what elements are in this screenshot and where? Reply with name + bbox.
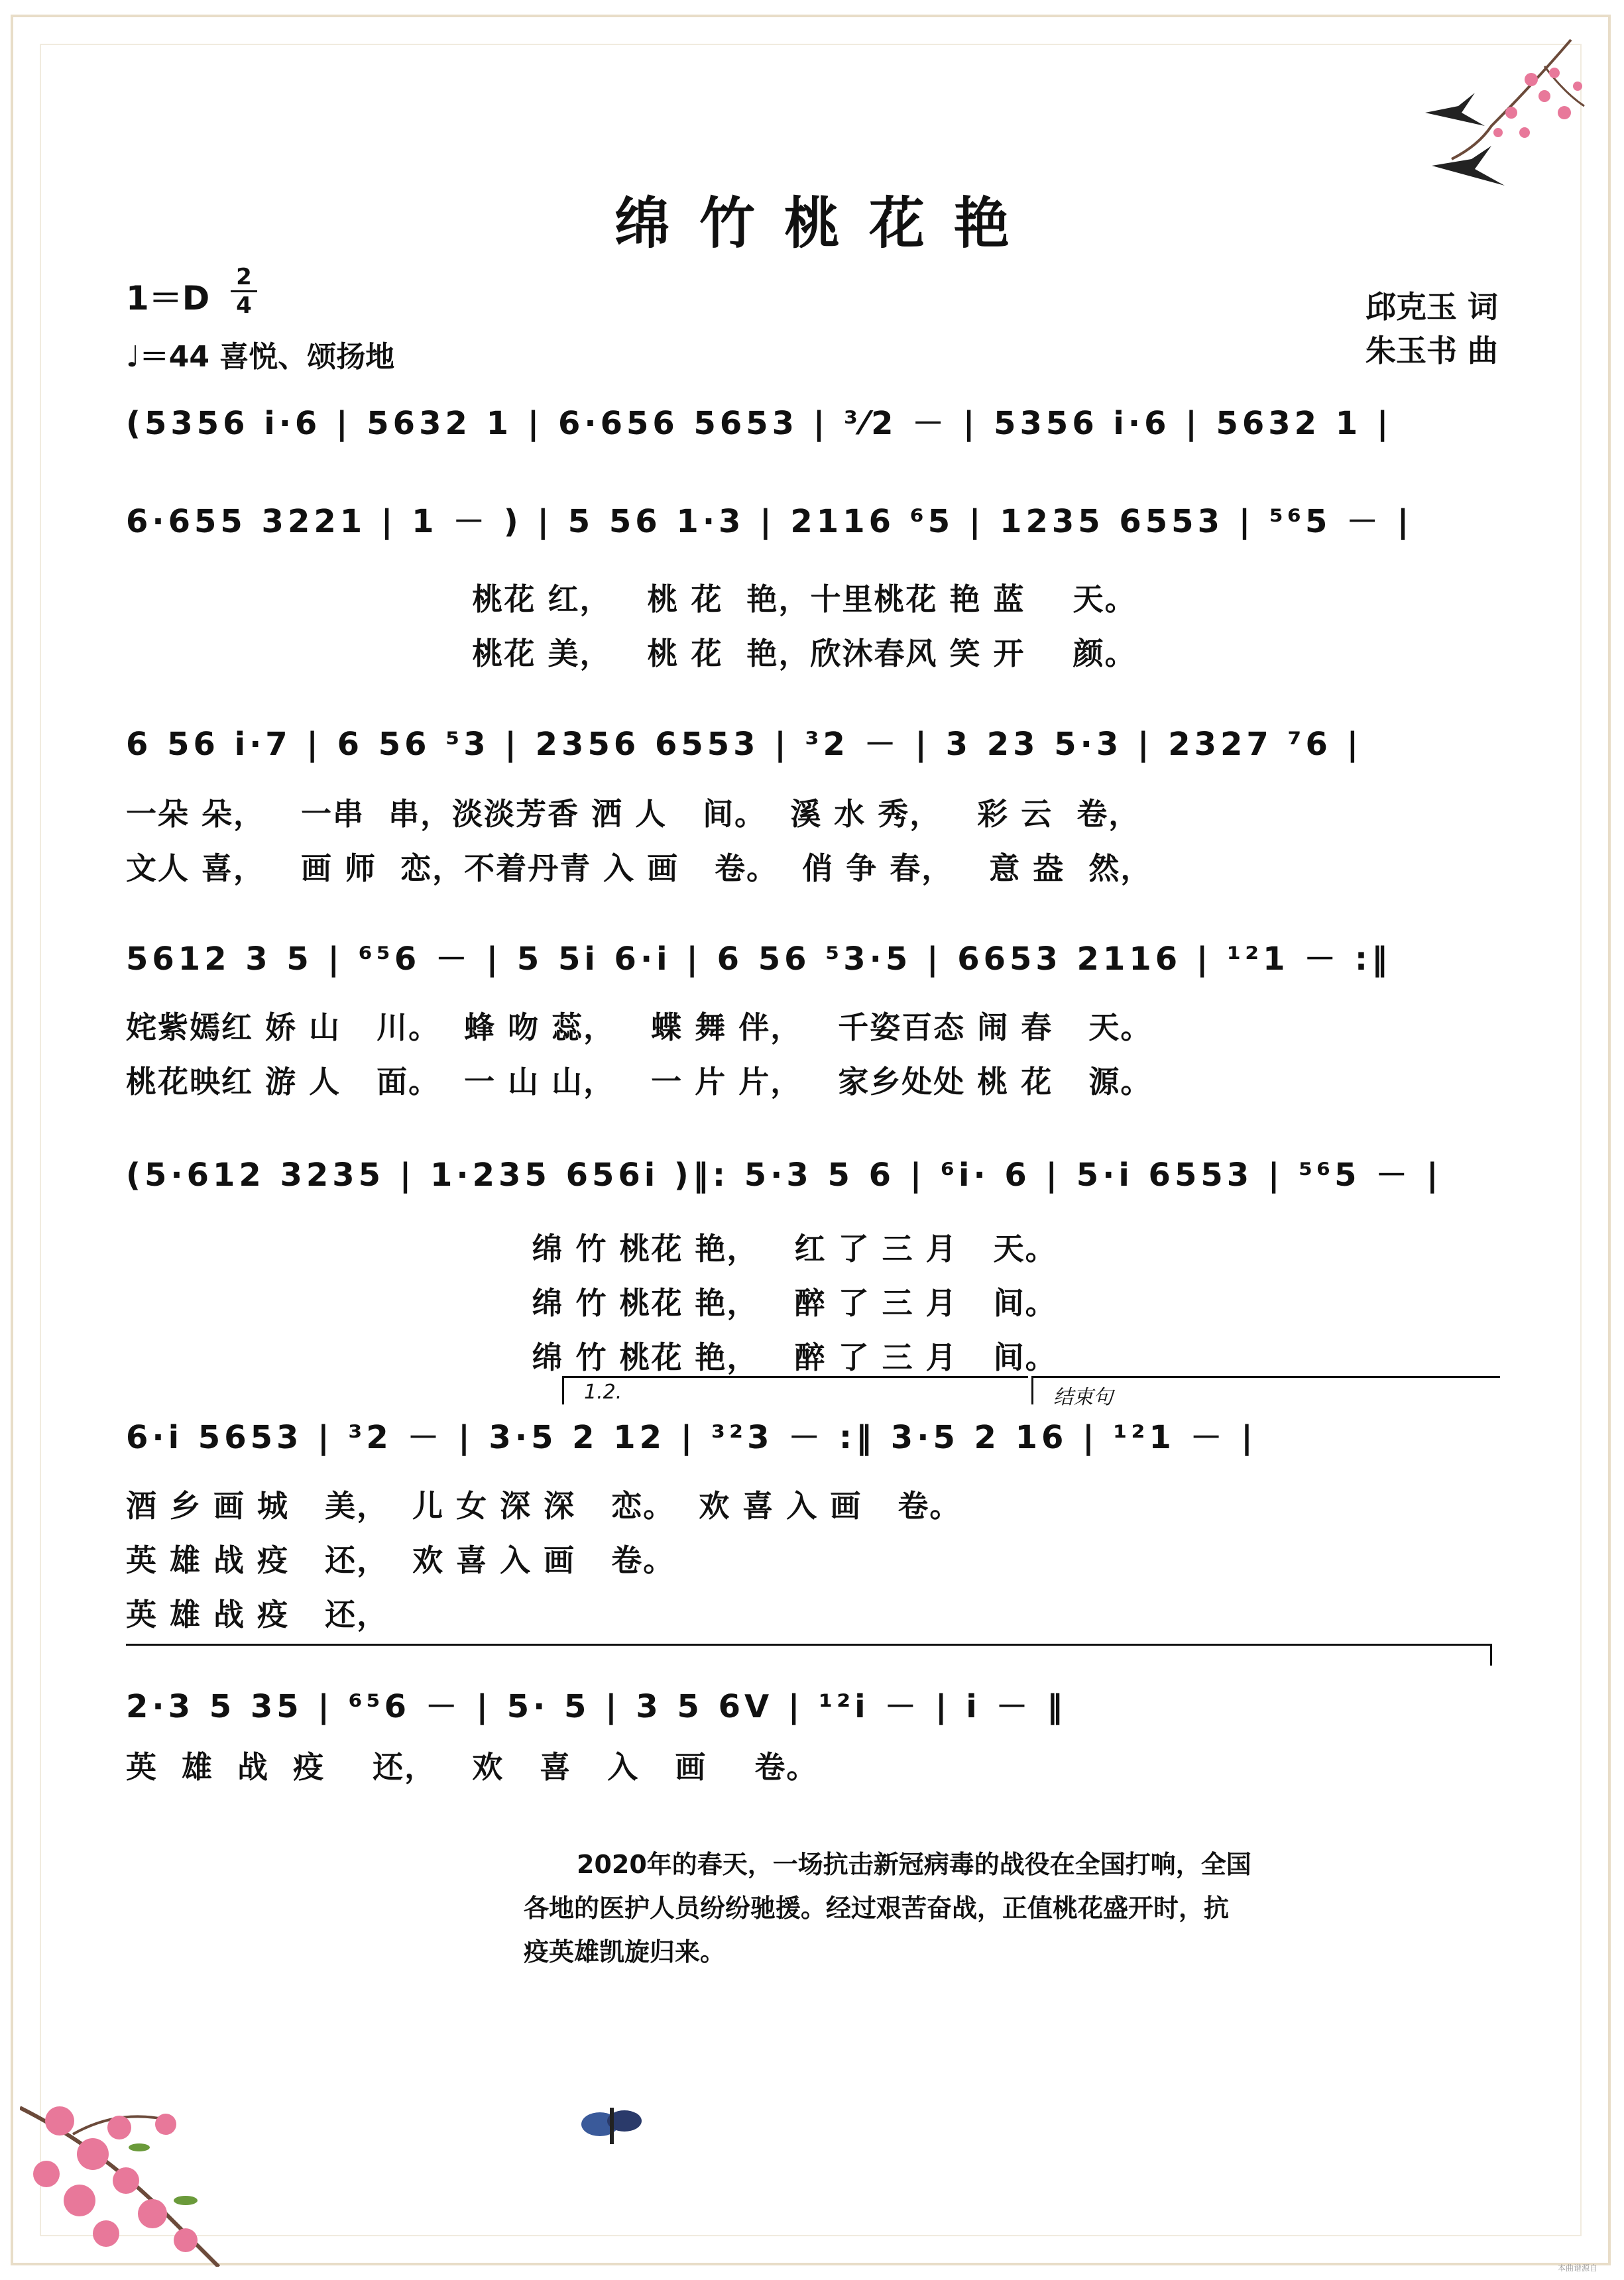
volta-bracket-1 [562,1376,1028,1404]
score-line-3-notes: 6 56 i·7 | 6 56 ⁵3 | 2356 6553 | ³2 － | 3 23 5·3 | 2327 ⁷6 | [126,726,1363,763]
score-line-6-lyric-1: 酒 乡 画 城 美， 儿 女 深 深 恋。 欢 喜 入 画 卷。 [126,1488,962,1524]
volta-label-2: 结束句 [1053,1386,1113,1409]
source-note: 本曲谱源自 [1557,2263,1597,2273]
score-line-4-lyric-2: 桃花映红 游 人 面。 一 山 山， 一 片 片， 家乡处处 桃 花 源。 [126,1064,1153,1100]
key-signature: 1＝D [126,279,210,317]
score-line-2-lyric-2: 桃花 美， 桃 花 艳，欣沐春风 笑 开 颜。 [126,636,1137,671]
credits [1365,285,1498,372]
score-line-6-lyric-2: 英 雄 战 疫 还， 欢 喜 入 画 卷。 [126,1542,675,1578]
tempo-marking: ♩＝44 喜悦、颂扬地 [126,340,395,374]
peach-blossom-illustration [20,2068,285,2267]
score-line-1-notes: (5356 i·6 | 5632 1 | 6·656 5653 | ³⁄2 － | 5356 i·6 | 5632 1 | [126,405,1393,442]
story-paragraph: 2020年的春天，一场抗击新冠病毒的战役在全国打响，全国各地的医护人员纷纷驰援。经过艰苦奋战，正值桃花盛开时，抗疫英雄凯旋归来。 [524,1850,1251,1966]
volta-bracket-2 [1031,1376,1500,1409]
score-line-4-lyric-1: 姹紫嫣红 娇 山 川。 蜂 吻 蕊， 蝶 舞 伴， 千姿百态 闹 春 天。 [126,1009,1153,1045]
volta-label-1: 1.2. [584,1381,622,1404]
butterfly-illustration [577,2088,650,2161]
score-line-5-lyric-2: 绵 竹 桃花 艳， 醉 了 三 月 间。 [126,1285,1057,1321]
score-line-5-lyric-3: 绵 竹 桃花 艳， 醉 了 三 月 间。 [126,1340,1057,1375]
lyricist: 邱克玉 词 [1365,289,1498,325]
final-bracket [126,1644,1492,1666]
score-line-2-lyric-1: 桃花 红， 桃 花 艳，十里桃花 艳 蓝 天。 [126,581,1137,617]
score-line-2-notes: 6·655 3221 | 1 － ) | 5 56 1·3 | 2116 ⁶5 | 1235 6553 | ⁵⁶5 － | [126,503,1413,540]
score-line-3-lyric-1: 一朵 朵， 一串 串，淡淡芳香 洒 人 间。 溪 水 秀， 彩 云 卷， [126,796,1141,832]
score-line-5-notes: (5·612 3235 | 1·235 656i )‖: 5·3 5 6 | ⁶i· 6 | 5·i 6553 | ⁵⁶5 － | [126,1157,1442,1194]
time-signature-bottom: 4 [236,292,252,319]
song-title: 绵竹桃花艳 [614,191,1039,256]
composer: 朱玉书 曲 [1365,333,1498,369]
score-line-6-notes: 6·i 5653 | ³2 － | 3·5 2 12 | ³²3 － :‖ 3·5 2 16 | ¹²1 － | [126,1419,1257,1456]
score-line-6-lyric-3: 英 雄 战 疫 还， [126,1597,389,1632]
score-line-7-lyric-1: 英 雄 战 疫 还， 欢 喜 入 画 卷。 [126,1749,819,1785]
score-line-7-notes: 2·3 5 35 | ⁶⁵6 － | 5· 5 | 3 5 6ᐯ | ¹²i － | i － ‖ [126,1688,1067,1725]
score-line-3-lyric-2: 文人 喜， 画 师 恋，不着丹青 入 画 卷。 俏 争 春， 意 盎 然， [126,850,1153,886]
time-signature-top: 2 [236,264,252,290]
score-line-5-lyric-1: 绵 竹 桃花 艳， 红 了 三 月 天。 [126,1231,1057,1267]
score-line-4-notes: 5612 3 5 | ⁶⁵6 － | 5 5i 6·i | 6 56 ⁵3·5 | 6653 2116 | ¹²1 － :‖ [126,940,1392,978]
time-signature [231,265,257,317]
